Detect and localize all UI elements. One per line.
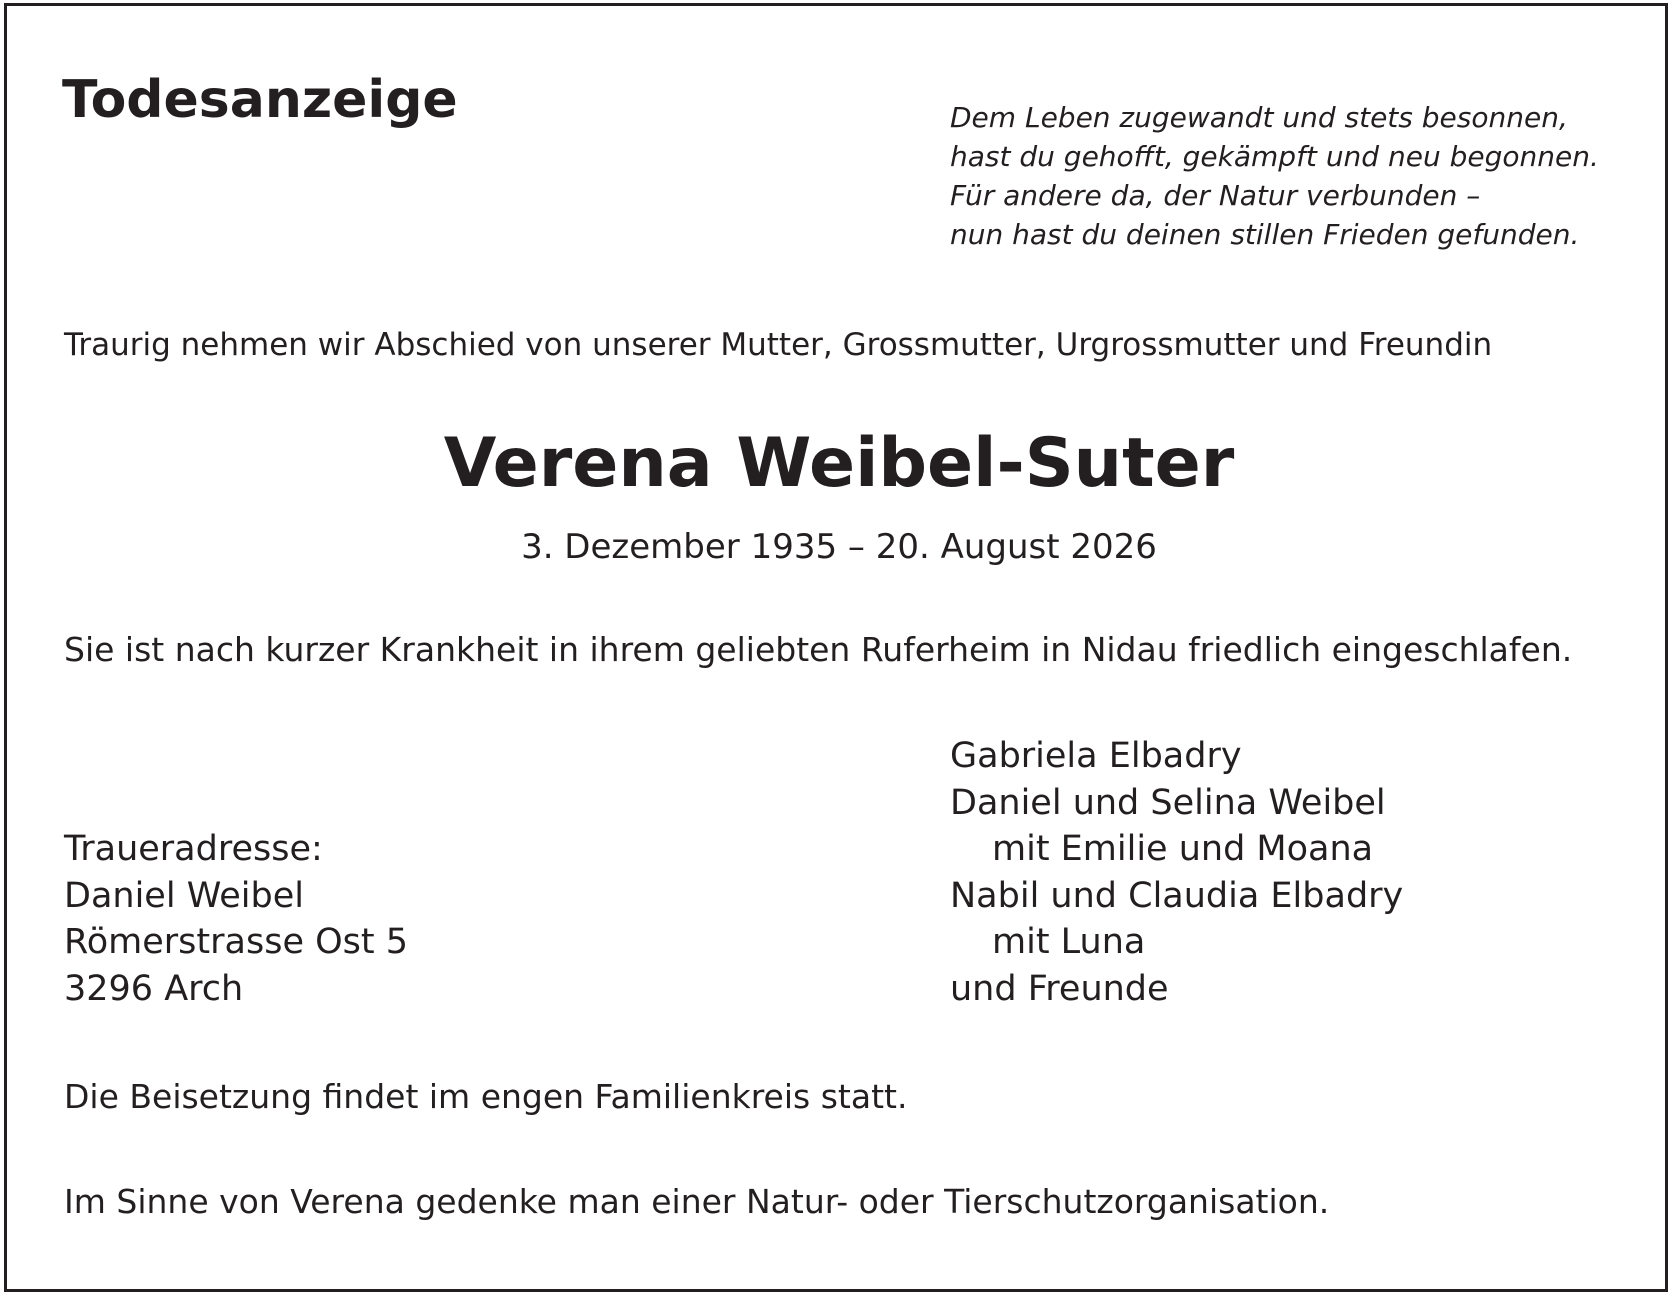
passing-sentence: Sie ist nach kurzer Krankheit in ihrem geliebten Ruferheim in Nidau friedlich eingeschlafen.	[64, 630, 1573, 669]
family-list	[950, 733, 1403, 1012]
address-label: Traueradresse:	[64, 829, 323, 869]
poem-line: Für andere da, der Natur verbunden –	[950, 179, 1481, 212]
donation-note: Im Sinne von Verena gedenke man einer Natur- oder Tierschutzorganisation.	[64, 1182, 1330, 1221]
address-line: 3296 Arch	[64, 968, 244, 1009]
mourning-address	[64, 826, 408, 1012]
intro-text: Traurig nehmen wir Abschied von unserer Mutter, Grossmutter, Urgrossmutter und Freundin	[64, 327, 1493, 363]
notice-heading: Todesanzeige	[62, 70, 458, 130]
burial-note: Die Beisetzung findet im engen Familienkreis statt.	[64, 1077, 908, 1116]
memorial-poem	[950, 98, 1599, 254]
poem-line: nun hast du deinen stillen Frieden gefunden.	[950, 218, 1580, 251]
poem-line: Dem Leben zugewandt und stets besonnen,	[950, 101, 1568, 134]
poem-line: hast du gehofft, gekämpft und neu begonnen.	[950, 140, 1599, 173]
deceased-name: Verena Weibel-Suter	[443, 424, 1235, 503]
family-member: und Freunde	[950, 968, 1169, 1009]
address-line: Römerstrasse Ost 5	[64, 922, 409, 962]
family-member: Nabil und Claudia Elbadry	[950, 875, 1404, 916]
family-member: mit Luna	[992, 922, 1146, 962]
family-member: mit Emilie und Moana	[992, 829, 1374, 869]
address-line: Daniel Weibel	[64, 875, 304, 916]
life-dates: 3. Dezember 1935 – 20. August 2026	[521, 527, 1157, 567]
family-member: Daniel und Selina Weibel	[950, 782, 1386, 823]
family-member: Gabriela Elbadry	[950, 736, 1242, 776]
